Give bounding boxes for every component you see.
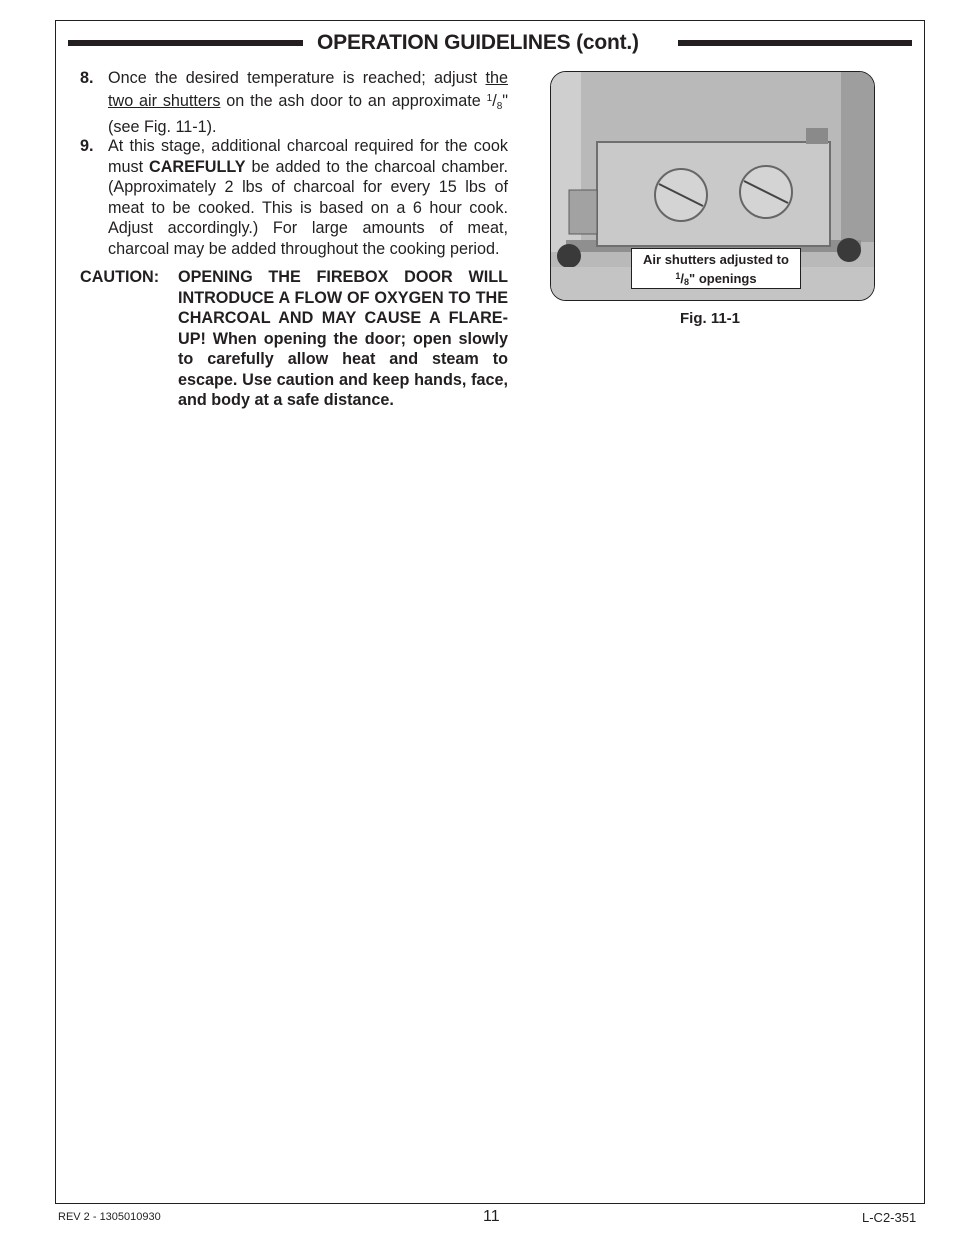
fraction-numerator: 1 — [486, 92, 493, 104]
step-text-part: be added to the charcoal chamber. (Approximately 2 lbs of charcoal for every 15 lbs of meat to be cooked. This is based on a 6 hour cook. Adjust accordingly.) For large amounts of meat, charcoal may be added throughout the cooking period. — [108, 157, 509, 258]
caution-text: OPENING THE FIREBOX DOOR WILL INTRODUCE A FLOW OF OXYGEN TO THE CHARCOAL AND MAY CAUSE A FLARE-UP! When opening the door; open slowly to carefully allow heat and steam to escape. Use caution and keep hands, face, and body at a safe distance. — [178, 268, 508, 409]
right-panel — [841, 72, 875, 242]
header-rule-left — [68, 40, 303, 46]
figure-photo — [550, 71, 875, 301]
callout-fraction-denominator: 8 — [684, 277, 690, 287]
step-9 — [80, 136, 508, 259]
caster-wheel-left — [557, 244, 581, 268]
step-8 — [80, 68, 508, 138]
door-hinge — [806, 128, 828, 144]
caution-label: CAUTION: — [80, 268, 160, 286]
step-text-part: " (see Fig. 11-1). — [108, 91, 508, 136]
step-text — [108, 136, 508, 259]
caution-notice — [80, 267, 508, 411]
callout-fraction-numerator: 1 — [675, 271, 681, 281]
fraction-denominator: 8 — [496, 100, 503, 112]
fraction: $^1/_8$ — [486, 91, 503, 112]
ash-door — [597, 142, 830, 246]
header-rule-right — [678, 40, 912, 46]
step-text-part: At this stage, additional charcoal required for the cook must — [108, 137, 508, 176]
caster-wheel-right — [837, 238, 861, 262]
step-text-part: Once the desired temperature is reached; adjust — [108, 69, 486, 87]
callout-line-1: Air shutters adjusted to — [643, 252, 789, 267]
callout-line-2: " openings — [689, 271, 757, 286]
door-latch — [569, 190, 597, 234]
figure-callout: Air shutters adjusted to $^1/_8$" openings — [631, 248, 801, 289]
section-header — [68, 31, 912, 57]
step-text-bold: CAREFULLY — [149, 157, 246, 176]
step-text-underlined: the two air shutters — [108, 69, 508, 110]
document-code: L-C2-351 — [862, 1210, 917, 1225]
step-text-part: on the ash door to an approximate — [220, 91, 487, 110]
page-number: 11 — [483, 1208, 500, 1225]
page-title: OPERATION GUIDELINES (cont.) — [317, 31, 639, 54]
revision-label: REV 2 - 1305010930 — [58, 1211, 161, 1223]
figure-caption: Fig. 11-1 — [680, 310, 741, 327]
step-number: 9. — [80, 137, 94, 155]
step-text — [108, 68, 508, 138]
step-number: 8. — [80, 69, 94, 87]
